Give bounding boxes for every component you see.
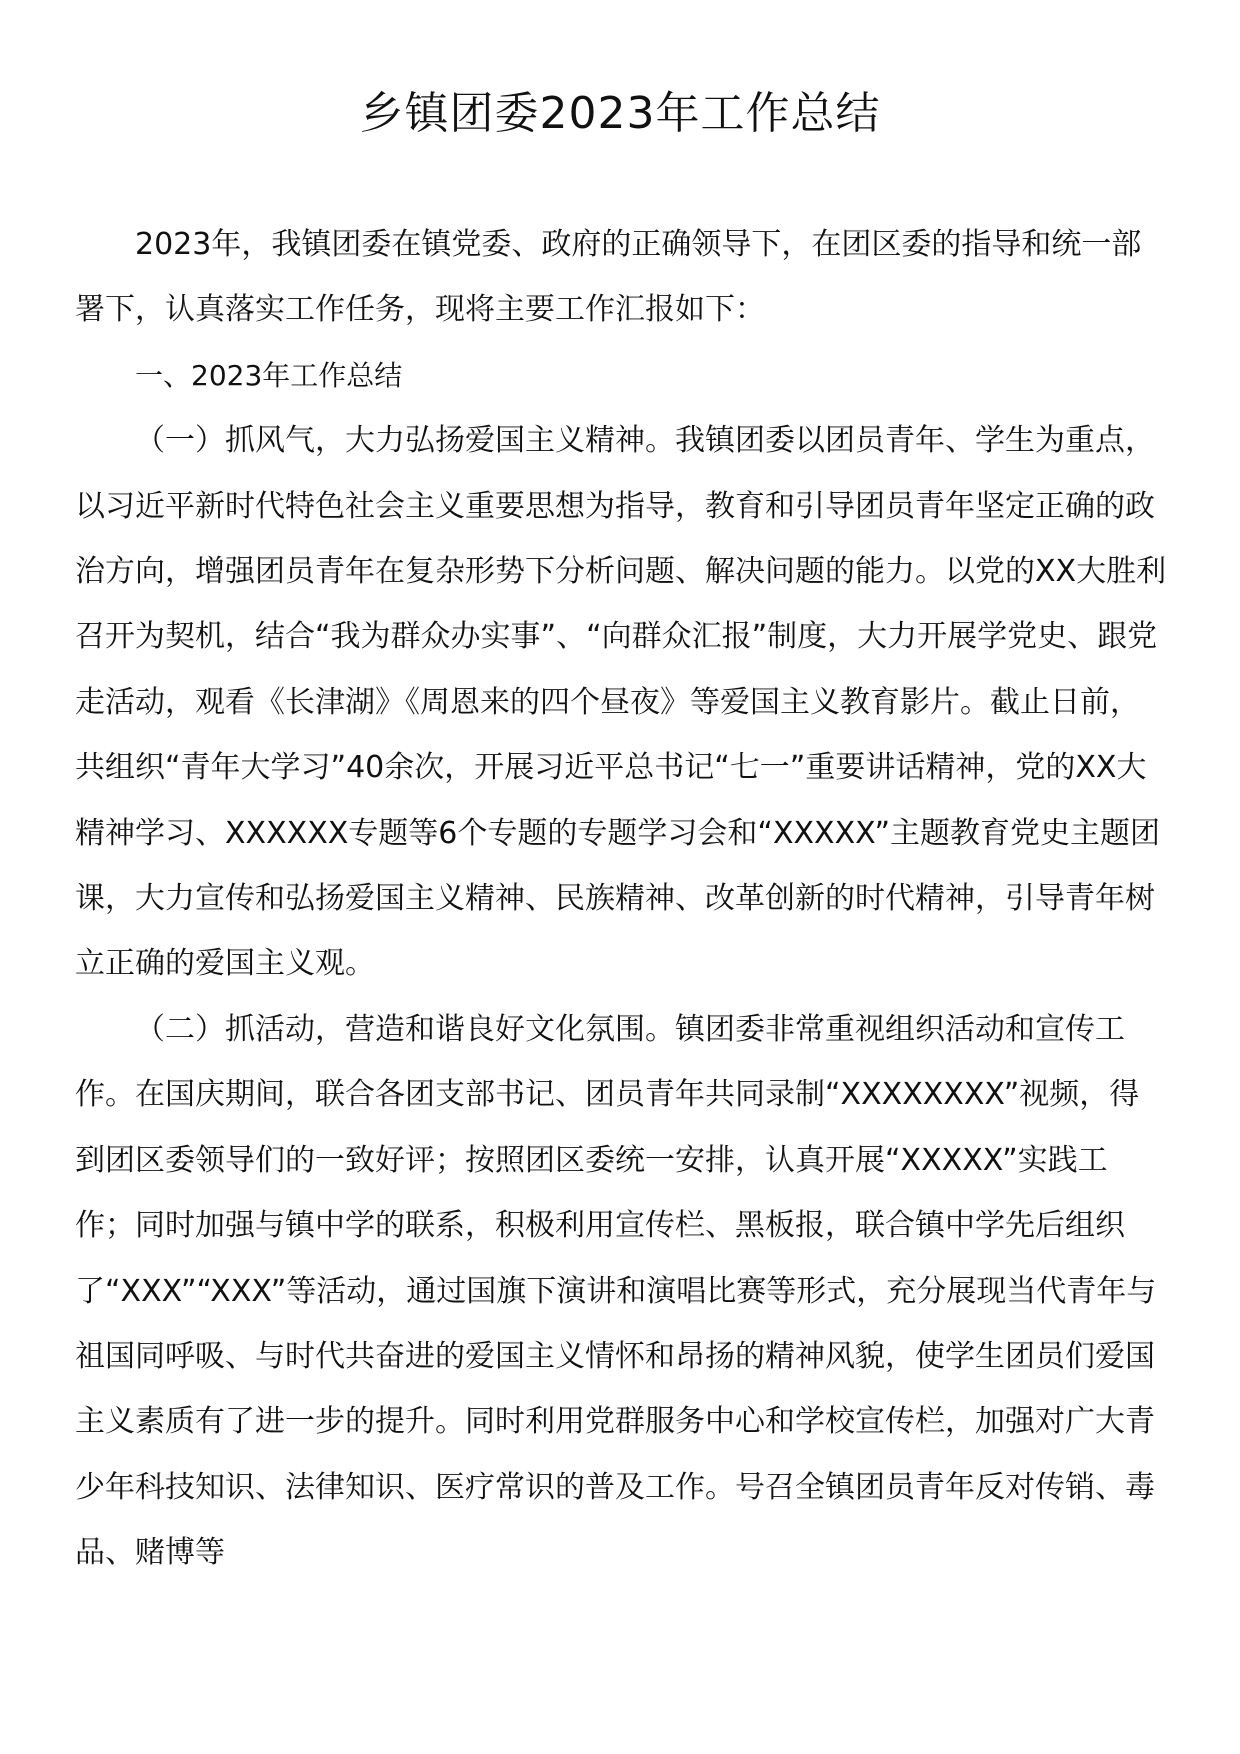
section-heading: 一、2023年工作总结: [135, 358, 403, 392]
intro-paragraph: 2023年，我镇团委在镇党委、政府的正确领导下，在团区委的指导和统一部署下，认真落实工作任务，现将主要工作汇报如下：: [75, 227, 1142, 328]
body-paragraph: （二）抓活动，营造和谐良好文化氛围。镇团委非常重视组织活动和宣传工作。在国庆期间，联合各团支部书记、团员青年共同录制“XXXXXXXX”视频，得到团区委领导们的一致好评；按照团区委统一安排，认真开展“XXXXX”实践工作；同时加强与镇中学的联系，积极利用宣传栏、黑板报，联合镇中学先后组织了“XXX”“XXX”等活动，通过国旗下演讲和演唱比赛等形式，充分展现当代青年与祖国同呼吸、与时代共奋进的爱国主义情怀和昂扬的精神风貌，使学生团员们爱国主义素质有了进一步的提升。同时利用党群服务中心和学校宣传栏，加强对广大青少年科技知识、法律知识、医疗常识的普及工作。号召全镇团员青年反对传销、毒品、赌博等: [75, 1011, 1157, 1571]
document-title: 乡镇团委2023年工作总结: [359, 88, 881, 139]
body-paragraph: （一）抓风气，大力弘扬爱国主义精神。我镇团委以团员青年、学生为重点，以习近平新时代特色社会主义重要思想为指导，教育和引导团员青年坚定正确的政治方向，增强团员青年在复杂形势下分析问题、解决问题的能力。以党的XX大胜利召开为契机，结合“我为群众办实事”、“向群众汇报”制度，大力开展学党史、跟党走活动，观看《长津湖》《周恩来的四个昼夜》等爱国主义教育影片。截止日前，共组织“青年大学习”40余次，开展习近平总书记“七一”重要讲话精神，党的XX大精神学习、XXXXXX专题等6个专题的专题学习会和“XXXXX”主题教育党史主题团课，大力宣传和弘扬爱国主义精神、民族精神、改革创新的时代精神，引导青年树立正确的爱国主义观。: [75, 423, 1167, 982]
document-body: [75, 212, 1167, 1586]
